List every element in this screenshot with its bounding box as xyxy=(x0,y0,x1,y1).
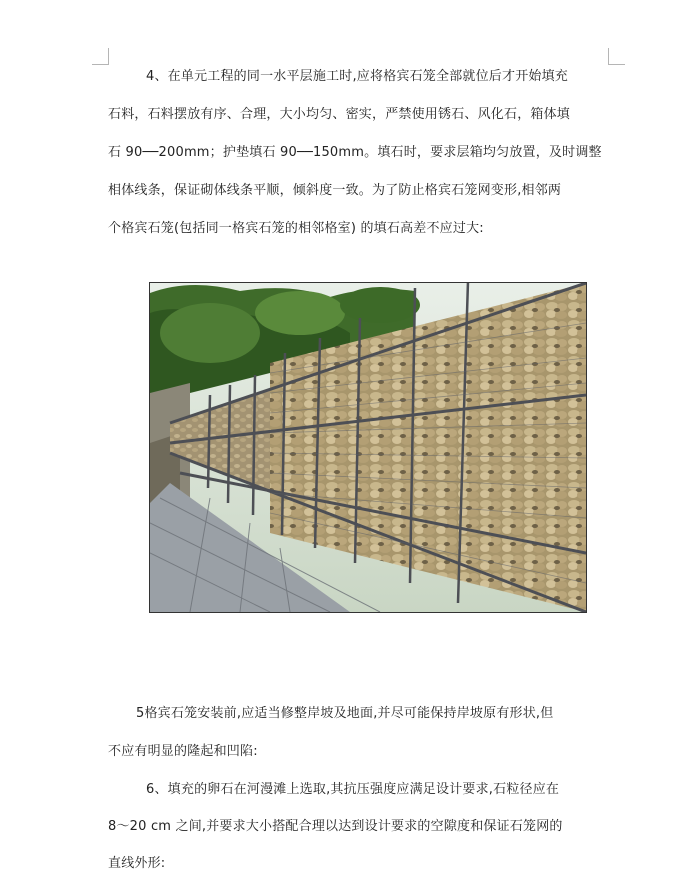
paragraph-4-line-4: 相体线条，保证砌体线条平顺，倾斜度一致。为了防止格宾石笼网变形,相邻两 xyxy=(108,183,562,198)
paragraph-6-line-2: 8～20 cm 之间,并要求大小搭配合理以达到设计要求的空隙度和保证石笼网的 xyxy=(108,819,563,834)
gabion-wall-illustration xyxy=(150,283,586,612)
gabion-wall-photo xyxy=(149,282,587,613)
paragraph-4-line-2: 石料，石料摆放有序、合理，大小均匀、密实，严禁使用锈石、风化石，箱体填 xyxy=(108,107,571,122)
margin-corner-mark-right xyxy=(608,48,625,65)
paragraph-4-line-3: 石 90──200mm；护垫填石 90──150mm。填石时，要求层箱均匀放置，及时调整 xyxy=(108,145,602,160)
paragraph-4-line-1: 4、在单元工程的同一水平层施工时,应将格宾石笼全部就位后才开始填充 xyxy=(146,69,569,84)
paragraph-5-line-2: 不应有明显的隆起和凹陷: xyxy=(108,744,258,759)
margin-corner-mark-left xyxy=(92,48,109,65)
paragraph-4-line-5: 个格宾石笼(包括同一格宾石笼的相邻格室) 的填石高差不应过大: xyxy=(108,221,484,236)
paragraph-5-line-1: 5格宾石笼安装前,应适当修整岸坡及地面,并尽可能保持岸坡原有形状,但 xyxy=(136,706,554,721)
paragraph-6-line-1: 6、填充的卵石在河漫滩上选取,其抗压强度应满足设计要求,石粒径应在 xyxy=(146,782,560,797)
paragraph-6-line-3: 直线外形: xyxy=(108,856,166,871)
